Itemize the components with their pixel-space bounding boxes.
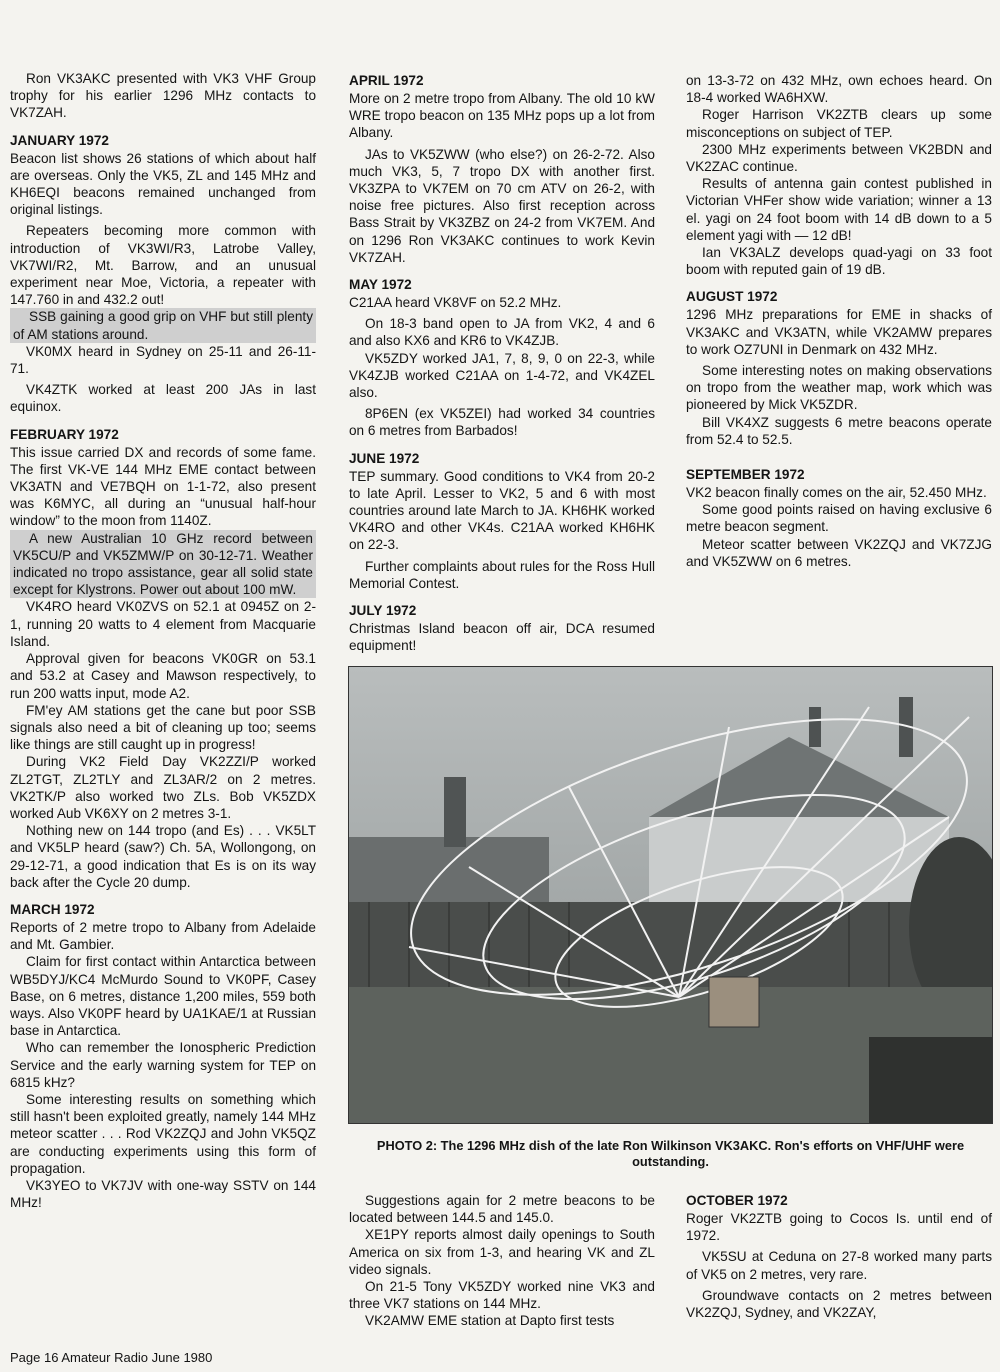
page-footer: Page 16 Amateur Radio June 1980: [10, 1350, 213, 1365]
paragraph: Christmas Island beacon off air, DCA resumed equipment!: [349, 621, 655, 654]
paragraph: Reports of 2 metre tropo to Albany from Adelaide and Mt. Gambier.: [10, 919, 316, 953]
paragraph: On 18-3 band open to JA from VK2, 4 and 6 and also KX6 and KR6 to VK4ZJB.: [349, 316, 655, 349]
paragraph: VK4ZTK worked at least 200 JAs in last equinox.: [10, 382, 316, 415]
paragraph: Roger VK2ZTB going to Cocos Is. until end of 1972.: [686, 1211, 992, 1244]
paragraph: Nothing new on 144 tropo (and Es) . . . VK5LT and VK5LP heard (saw?) Ch. 5A, Wollongong, on 29-12-71, a good indication that Es is on its way back after the Cycle 20 dump.: [10, 823, 316, 890]
column-middle-bottom: [349, 1192, 655, 1330]
heading-july-1972: JULY 1972: [349, 603, 417, 619]
heading-february-1972: FEBRUARY 1972: [10, 426, 119, 442]
column-left: [10, 70, 316, 1211]
heading-june-1972: JUNE 1972: [349, 450, 420, 466]
paragraph: VK2 beacon finally comes on the air, 52.450 MHz.: [686, 485, 987, 501]
paragraph: Some good points raised on having exclusive 6 metre beacon segment.: [686, 502, 992, 535]
paragraph: on 13-3-72 on 432 MHz, own echoes heard. On 18-4 worked WA6HXW.: [686, 73, 992, 106]
paragraph: Further complaints about rules for the Ross Hull Memorial Contest.: [349, 558, 655, 591]
paragraph: Approval given for beacons VK0GR on 53.1 and 53.2 at Casey and Mawson respectively, to run 200 watts input, mode A2.: [10, 651, 316, 701]
photo-caption: PHOTO 2: The 1296 MHz dish of the late Ron Wilkinson VK3AKC. Ron's efforts on VHF/UHF were outstanding.: [376, 1138, 965, 1169]
paragraph: 2300 MHz experiments between VK2BDN and VK2ZAC continue.: [686, 141, 992, 175]
paragraph: Repeaters becoming more common with introduction of VK3WI/R3, Latrobe Valley, VK7WI/R2, Mt. Barrow, and an unusual experiment near Moe, Victoria, a repeater with 147.760 in and 432.2 out!: [10, 223, 316, 308]
paragraph: VK3YEO to VK7JV with one-way SSTV on 144 MHz!: [10, 1177, 316, 1211]
heading-october-1972: OCTOBER 1972: [686, 1193, 788, 1208]
heading-january-1972: JANUARY 1972: [10, 132, 109, 148]
paragraph: C21AA heard VK8VF on 52.2 MHz.: [349, 295, 562, 311]
heading-april-1972: APRIL 1972: [349, 73, 424, 88]
paragraph: Roger Harrison VK2ZTB clears up some misconceptions on subject of TEP.: [686, 107, 992, 140]
column-right-bottom: [686, 1192, 992, 1321]
paragraph: FM'ey AM stations get the cane but poor SSB signals also need a bit of cleaning up too; seems like things are still caught up in progress!: [10, 702, 316, 753]
paragraph: Meteor scatter between VK2ZQJ and VK7ZJG and VK5ZWW on 6 metres.: [686, 536, 992, 569]
paragraph: On 21-5 Tony VK5ZDY worked nine VK3 and three VK7 stations on 144 MHz.: [349, 1279, 655, 1312]
paragraph: VK5SU at Ceduna on 27-8 worked many parts of VK5 on 2 metres, very rare.: [686, 1249, 992, 1282]
paragraph: Bill VK4XZ suggests 6 metre beacons operate from 52.4 to 52.5.: [686, 414, 992, 447]
dish-antenna-photo: [349, 667, 992, 1123]
paragraph: More on 2 metre tropo from Albany. The old 10 kW WRE tropo beacon on 135 MHz pops up a lot from Albany.: [349, 91, 655, 141]
paragraph: This issue carried DX and records of some fame. The first VK-VE 144 MHz EME contact between VK3ATN and VE7BQH on 1-1-72, also present was K6MYC, all during an “unusual half-hour window” to the moon from 1140Z.: [10, 444, 316, 529]
paragraph: 8P6EN (ex VK5ZEI) had worked 34 countries on 6 metres from Barbados!: [349, 406, 655, 439]
heading-march-1972: MARCH 1972: [10, 901, 95, 917]
heading-september-1972: SEPTEMBER 1972: [686, 467, 805, 483]
paragraph: VK4RO heard VK0ZVS on 52.1 at 0945Z on 2-1, running 20 watts to 4 element from Macquarie Island.: [10, 599, 316, 649]
paragraph: VK2AMW EME station at Dapto first tests: [365, 1313, 615, 1329]
paragraph: Some interesting notes on making observations on tropo from the weather map, work which was pioneered by Mick VK5ZDR.: [686, 363, 992, 413]
paragraph: Results of antenna gain contest published in Victorian VHFer show wide variation; winner a 13 el. yagi on 24 foot boom with 14 dB down to a 5 element yagi with — 12 dB!: [686, 176, 992, 243]
paragraph: VK0MX heard in Sydney on 25-11 and 26-11-71.: [10, 343, 316, 377]
paragraph: JAs to VK5ZWW (who else?) on 26-2-72. Also much VK3, 5, 7 tropo DX with another first. VK3ZPA to VK7EM on 70 cm ATV on 26-2, with noise free pictures. Also first reception across Bass Strait by VK3ZBZ on 24-2 from VK7EM. And on 1296 Ron VK3AKC continues to work Kevin VK7ZAH.: [349, 146, 655, 265]
column-right: [686, 72, 992, 570]
column-middle: [349, 72, 655, 654]
photo-dish-antenna: [348, 666, 993, 1124]
heading-may-1972: MAY 1972: [349, 277, 412, 293]
intro-paragraph: Ron VK3AKC presented with VK3 VHF Group trophy for his earlier 1296 MHz contacts to VK7ZAH.: [10, 71, 316, 121]
paragraph: TEP summary. Good conditions to VK4 from 20-2 to late April. Lesser to VK2, 5 and 6 with most countries around late March to JA. KH6HK worked VK4RO and other VK4s. C21AA worked KH6HK on 22-3.: [349, 468, 655, 553]
paragraph: XE1PY reports almost daily openings to South America on six from 1-3, and hearing VK and ZL video signals.: [349, 1227, 655, 1277]
paragraph: Suggestions again for 2 metre beacons to be located between 144.5 and 145.0.: [349, 1193, 655, 1226]
paragraph: Ian VK3ALZ develops quad-yagi on 33 foot boom with reputed gain of 19 dB.: [686, 245, 992, 278]
heading-august-1972: AUGUST 1972: [686, 289, 778, 305]
paragraph: Beacon list shows 26 stations of which about half are overseas. Only the VK5, ZL and 145 MHz and KH6EQI beacons remained unchanged from original listings.: [10, 150, 316, 218]
paragraph: Some interesting results on something which still hasn't been exploited greatly, namely 144 MHz meteor scatter . . . Rod VK2ZQJ and John VK5QZ are conducting experiments using this form of propagation.: [10, 1091, 316, 1176]
highlighted-paragraph: SSB gaining a good grip on VHF but still plenty of AM stations around.: [10, 308, 316, 342]
paragraph: Who can remember the Ionospheric Prediction Service and the early warning system for TEP on 6815 kHz?: [10, 1040, 316, 1090]
paragraph: During VK2 Field Day VK2ZZI/P worked ZL2TGT, ZL2TLY and ZL3AR/2 on 2 metres. VK2TK/P also worked two ZLs. Bob VK5ZDX worked Aub VK6XY on 2 metres 3-1.: [10, 754, 316, 821]
paragraph: Claim for first contact within Antarctica between WB5DYJ/KC4 McMurdo Sound to VK0PF, Casey Base, on 6 metres, distance 1,200 miles, 559 both ways. Also VK0PF heard by UA1KAE/1 at Russian base in Antarctica.: [10, 954, 316, 1039]
highlighted-paragraph: A new Australian 10 GHz record between VK5CU/P and VK5ZMW/P on 30-12-71. Weather indicated no tropo assistance, gear all solid state except for Klystrons. Power out about 100 mW.: [10, 530, 316, 599]
paragraph: Groundwave contacts on 2 metres between VK2ZQJ, Sydney, and VK2ZAY,: [686, 1287, 992, 1321]
paragraph: VK5ZDY worked JA1, 7, 8, 9, 0 on 22-3, while VK4ZJB worked C21AA on 1-4-72, and VK4ZEL also.: [349, 350, 655, 401]
paragraph: 1296 MHz preparations for EME in shacks of VK3AKC and VK3ATN, while VK2AMW prepares to work OZ7UNI in Denmark on 432 MHz.: [686, 307, 992, 357]
